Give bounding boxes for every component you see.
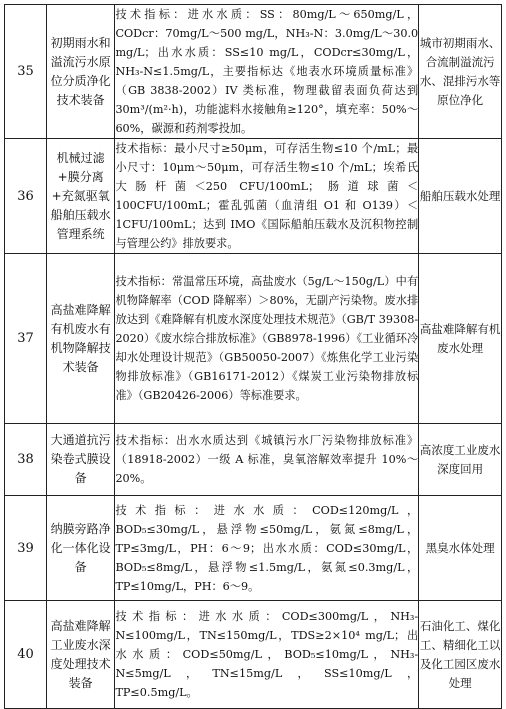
technical-specification: 技术指标：出水水质达到《城镇污水厂污染物排放标准》（18918-2002）一级 A 标准，臭氧溶解效率提升 10%～20%。	[115, 424, 419, 496]
technology-name: 高盐难降解工业废水深度处理技术装备	[46, 601, 115, 709]
technology-name: 机械过滤+膜分离+充氮驱氧船舶压载水管理系统	[46, 139, 115, 254]
table-row	[5, 254, 502, 424]
application-scope: 黑臭水体处理	[419, 496, 502, 601]
row-number: 37	[5, 254, 47, 424]
technology-name: 纳膜旁路净化一体化设备	[46, 496, 115, 601]
application-scope: 高浓度工业废水深度回用	[419, 424, 502, 496]
row-number: 38	[5, 424, 47, 496]
technical-specification: 技术指标：常温常压环境，高盐废水（5g/L～150g/L）中有机物降解率（COD 降解率）＞80%，无副产污染物。废水排放达到《难降解有机废水深度处理技术规范》（GB/T 39308-2020）《废水综合排放标准》（GB8978-1996）《工业循环冷却水处理设计规范》（GB50050-2007）《炼焦化学工业污染物排放标准》（GB16171-2012）《煤炭工业污染物排放标准》（GB20426-2006）等标准要求。	[115, 254, 419, 424]
application-scope: 城市初期雨水、合流制溢流污水、混排污水等原位净化	[419, 5, 502, 139]
row-number: 36	[5, 139, 47, 254]
row-number: 39	[5, 496, 47, 601]
technical-specification: 技术指标：进水水质：COD≤300mg/L，NH₃-N≤100mg/L，TN≤150mg/L，TDS≥2×10⁴ mg/L；出水水质：COD≤50mg/L，BOD₅≤10mg/L，NH₃-N≤5mg/L，TN≤15mg/L，SS≤10mg/L，TP≤0.5mg/L。	[115, 601, 419, 709]
row-number: 40	[5, 601, 47, 709]
application-scope: 船舶压载水处理	[419, 139, 502, 254]
table-row	[5, 139, 502, 254]
table-row	[5, 601, 502, 709]
table-row	[5, 496, 502, 601]
technology-name: 高盐难降解有机废水有机物降解技术装备	[46, 254, 115, 424]
application-scope: 石油化工、煤化工、精细化工以及化工园区废水处理	[419, 601, 502, 709]
table-row	[5, 5, 502, 139]
table-row	[5, 424, 502, 496]
technical-specification: 技术指标：最小尺寸≥50μm，可存活生物≤10 个/mL；最小尺寸：10μm～50μm，可存活生物≤10 个/mL；埃希氏大肠杆菌＜250 CFU/100mL；肠道球菌＜100CFU/100mL；霍乱弧菌（血清组 O1 和 O139）＜1CFU/100mL；达到 IMO《国际船舶压载水及沉积物控制与管理公约》排放要求。	[115, 139, 419, 254]
technology-name: 大通道抗污染卷式膜设备	[46, 424, 115, 496]
technical-specification: 技术指标：进水水质：COD≤120mg/L，BOD₅≤30mg/L，悬浮物≤50mg/L，氨氮≤8mg/L，TP≤3mg/L，PH：6～9；出水水质：COD≤30mg/L，BOD₅≤8mg/L，悬浮物≤1.5mg/L，氨氮≤0.3mg/L，TP≤10mg/L，PH：6～9。	[115, 496, 419, 601]
application-scope: 高盐难降解有机废水处理	[419, 254, 502, 424]
technology-name: 初期雨水和溢流污水原位分质净化技术装备	[46, 5, 115, 139]
technology-table	[4, 4, 502, 709]
technical-specification: 技术指标：进水水质：SS：80mg/L～650mg/L，CODcr：70mg/L～500 mg/L，NH₃-N：3.0mg/L～30.0 mg/L；出水水质：SS≤10 mg/L，CODcr≤30mg/L，NH₃-N≤1.5mg/L，主要指标达《地表水环境质量标准》（GB 3838-2002）IV 类标准，物理截留表面负荷达到 30m³/(m²·h)，功能滤料水接触角≥120°，填充率：50%～60%，碳源和药剂零投加。	[115, 5, 419, 139]
row-number: 35	[5, 5, 47, 139]
